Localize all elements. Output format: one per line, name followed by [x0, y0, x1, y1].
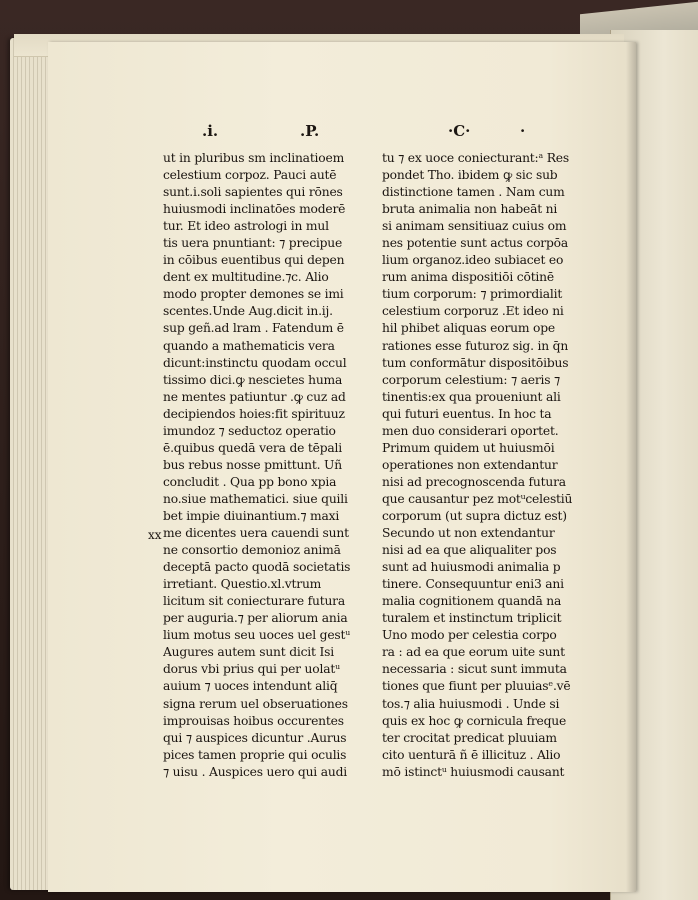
text-line: tur. Et ideo astrologi in mul [163, 219, 329, 234]
text-line: dicunt:instinctu quodam occul [163, 355, 347, 370]
text-line: decipiendos hoies:fit spirituuz [163, 406, 345, 421]
text-line: necessaria : sicut sunt immuta [382, 662, 567, 677]
text-line: per auguria.⁊ per aliorum ania [163, 611, 348, 626]
marginal-note: xx [148, 528, 162, 542]
text-line: si animam sensitiuaz cuius om [382, 219, 567, 234]
text-line: bet impie diuinantium.⁊ maxi [163, 508, 340, 523]
text-line: ē.quibus quedā vera de tēpali [163, 440, 342, 455]
text-line: auium ⁊ uoces intendunt aliq̄ [163, 679, 338, 694]
text-line: mō istinctᵘ huiusmodi causant [382, 764, 565, 779]
text-line: signa rerum uel obseruationes [163, 696, 348, 711]
text-line: tis uera pnuntiant: ⁊ precipue [163, 236, 343, 251]
text-line: scentes.Unde Aug.dicit in.ij. [163, 304, 333, 319]
text-line: lium organoz.ideo subiacet eo [382, 253, 564, 268]
text-line: operationes non extendantur [382, 457, 558, 472]
text-line: ra : ad ea que eorum uite sunt [382, 645, 565, 660]
text-line: que causantur pez motᵘcelestiū [382, 491, 573, 506]
text-line: cito uenturā ñ ē illicituz . Alio [382, 747, 561, 762]
text-line: celestium corpoz. Pauci autē [163, 168, 337, 183]
text-line: sunt.i.soli sapientes qui rōnes [163, 185, 343, 200]
text-line: rum anima dispositiōi cōtinē [382, 270, 554, 285]
text-line: ne consortio demonioz animā [163, 543, 341, 558]
right-text-column [382, 150, 597, 781]
signature-mark: ·C· [448, 122, 471, 140]
text-line: concludit . Qua pp bono xpia [163, 474, 337, 489]
text-line: tinere. Consequuntur eni3 ani [382, 577, 564, 592]
text-line: dent ex multitudine.⁊c. Alio [163, 270, 329, 285]
text-line: ⁊ uisu . Auspices uero qui audi [163, 764, 348, 779]
text-line: qui ⁊ auspices dicuntur .Aurus [163, 730, 347, 745]
text-line: ter crocitat predicat pluuiam [382, 730, 557, 745]
text-line: corporum celestium: ⁊ aeris ⁊ [382, 372, 560, 387]
signature-mark: · [520, 122, 526, 140]
text-line: Secundo ut non extendantur [382, 526, 555, 541]
text-line: in cōibus euentibus qui depen [163, 253, 345, 268]
text-line: imundoz ⁊ seductoz operatio [163, 423, 336, 438]
text-line: deceptā pacto quodā societatis [163, 560, 351, 575]
signature-marks [190, 122, 550, 142]
text-line: quis ex hoc ꝙ cornicula freque [382, 713, 567, 728]
text-line: bruta animalia non habeāt ni [382, 202, 558, 217]
text-line: malia cognitionem quandā na [382, 594, 562, 609]
text-line: pondet Tho. ibidem ꝙ sic sub [382, 168, 558, 183]
text-line: tiones que fiunt per pluuiasᵉ.vē [382, 679, 571, 694]
text-line: Augures autem sunt dicit Isi [163, 645, 334, 660]
text-line: men duo considerari oportet. [382, 423, 559, 438]
text-line: no.siue mathematici. siue quili [163, 491, 348, 506]
text-line: modo propter demones se imi [163, 287, 344, 302]
text-line: Primum quidem ut huiusmōi [382, 440, 555, 455]
text-line: nes potentie sunt actus corpōa [382, 236, 568, 251]
text-line: distinctione tamen . Nam cum [382, 185, 565, 200]
left-text-column [163, 150, 378, 781]
text-line: celestium corporuz .Et ideo ni [382, 304, 564, 319]
text-line: ne mentes patiuntur .ꝙ cuz ad [163, 389, 346, 404]
text-line: licitum sit coniecturare futura [163, 594, 345, 609]
text-line: lium motus seu uoces uel gestᵘ [163, 628, 350, 643]
text-line: Uno modo per celestia corpo [382, 628, 557, 643]
text-line: sunt ad huiusmodi animalia p [382, 560, 561, 575]
text-line: bus rebus nosse pmittunt. Uñ [163, 457, 342, 472]
text-line: qui futuri euentus. In hoc ta [382, 406, 552, 421]
text-line: nisi ad precognoscenda futura [382, 474, 566, 489]
text-line: improuisas hoibus occurentes [163, 713, 344, 728]
text-line: tos.⁊ alia huiusmodi . Unde si [382, 696, 560, 711]
text-line: corporum (ut supra dictuz est) [382, 508, 567, 523]
text-line: ut in pluribus sm inclinatioem [163, 151, 345, 165]
text-line: nisi ad ea que aliqualiter pos [382, 543, 557, 558]
gutter-shadow [626, 42, 636, 892]
text-line: huiusmodi inclinatōes moderē [163, 202, 346, 217]
signature-mark: .P. [300, 122, 320, 140]
text-line: dorus vbi prius qui per uolatᵘ [163, 662, 340, 677]
text-line: hil phibet aliquas eorum ope [382, 321, 555, 336]
text-line: turalem et instinctum triplicit [382, 611, 562, 626]
text-line: tinentis:ex qua proueniunt ali [382, 389, 561, 404]
signature-mark: .i. [202, 122, 219, 140]
text-line: tum conformātur dispositōibus [382, 355, 569, 370]
text-line: rationes esse futuroz sig. in q̄n [382, 338, 569, 353]
text-line: irretiant. Questio.xl.vtrum [163, 577, 322, 592]
text-line: pices tamen proprie qui oculis [163, 747, 347, 762]
text-line: tu ⁊ ex uoce coniecturant:ᵃ Res [382, 151, 569, 165]
text-line: tium corporum: ⁊ primordialit [382, 287, 563, 302]
text-line: tissimo dici.ꝙ nescietes huma [163, 372, 343, 387]
text-line: me dicentes uera cauendi sunt [163, 526, 349, 541]
text-line: sup geñ.ad lram . Fatendum ē [163, 321, 344, 336]
text-line: quando a mathematicis vera [163, 338, 335, 353]
